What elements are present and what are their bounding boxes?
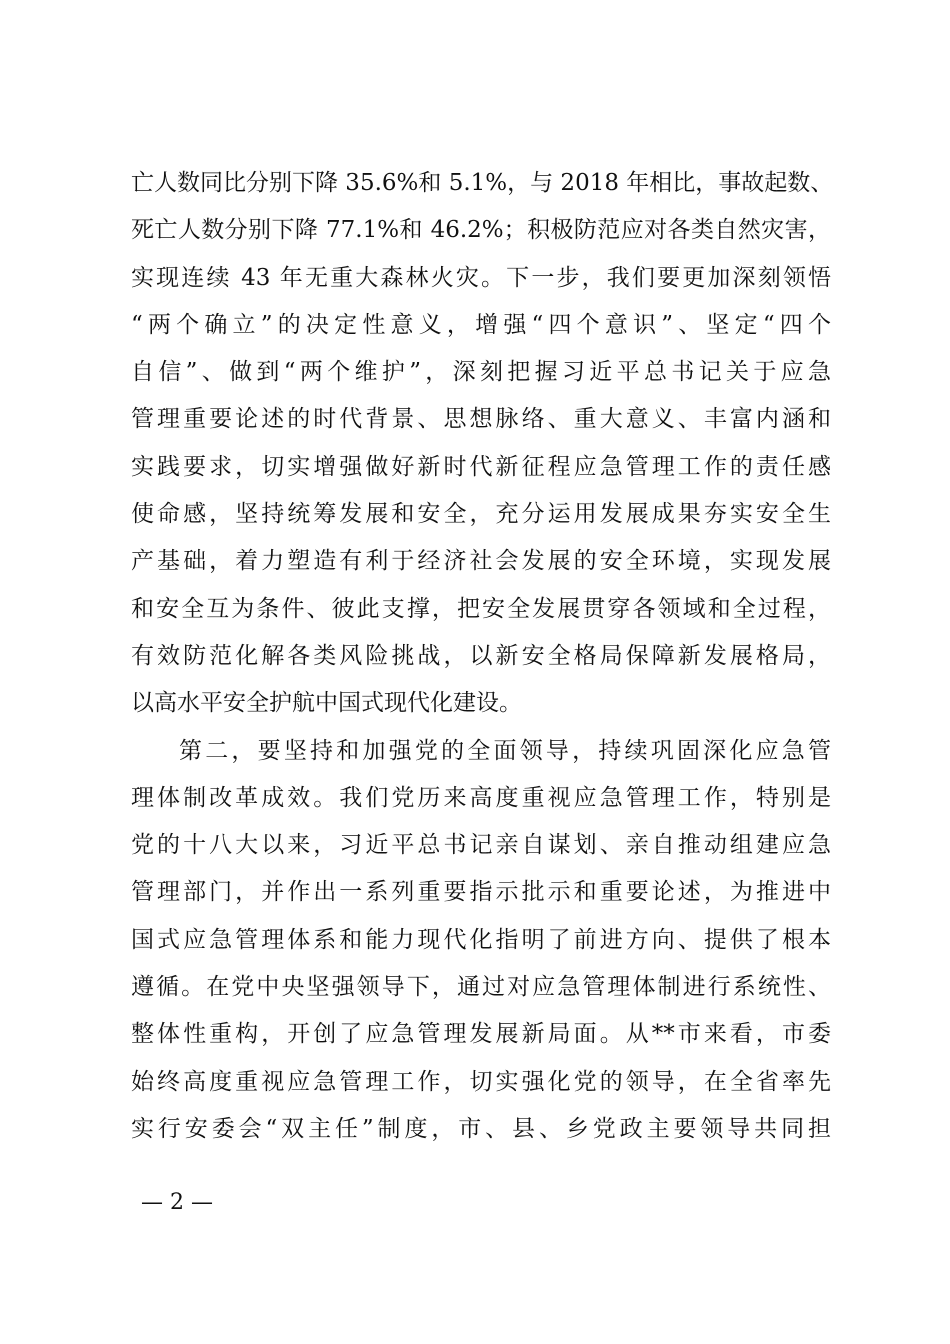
text-line: 产基础，着力塑造有利于经济社会发展的安全环境，实现发展 <box>131 548 831 575</box>
page-number: — 2 — <box>141 1190 213 1215</box>
text-line: 实现连续 43 年无重大森林火灾。下一步，我们要更加深刻领悟 <box>131 264 831 291</box>
text-line: 理体制改革成效。我们党历来高度重视应急管理工作，特别是 <box>131 784 831 811</box>
paragraph-first-line: 第二，要坚持和加强党的全面领导，持续巩固深化应急管 <box>179 737 831 764</box>
text-line: 始终高度重视应急管理工作，切实强化党的领导，在全省率先 <box>131 1068 831 1095</box>
text-line: 遵循。在党中央坚强领导下，通过对应急管理体制进行系统性、 <box>131 974 831 1001</box>
text-line: 实践要求，切实增强做好新时代新征程应急管理工作的责任感 <box>131 453 831 480</box>
text-line: 自信”、做到“两个维护”，深刻把握习近平总书记关于应急 <box>131 359 831 386</box>
text-line: 实行安委会“双主任”制度，市、县、乡党政主要领导共同担 <box>131 1115 831 1142</box>
text-line: 管理部门，并作出一系列重要指示批示和重要论述，为推进中 <box>131 879 831 906</box>
text-line: 和安全互为条件、彼此支撑，把安全发展贯穿各领域和全过程， <box>131 595 831 622</box>
text-line: 管理重要论述的时代背景、思想脉络、重大意义、丰富内涵和 <box>131 406 831 433</box>
text-line: “两个确立”的决定性意义，增强“四个意识”、坚定“四个 <box>131 311 831 338</box>
body-text <box>131 160 834 1153</box>
text-line: 使命感，坚持统筹发展和安全，充分运用发展成果夯实安全生 <box>131 501 831 528</box>
text-line: 死亡人数分别下降 77.1%和 46.2%；积极防范应对各类自然灾害， <box>131 217 831 244</box>
text-line: 整体性重构，开创了应急管理发展新局面。从**市来看，市委 <box>131 1021 831 1048</box>
text-line: 亡人数同比分别下降 35.6%和 5.1%，与 2018 年相比，事故起数、 <box>131 170 834 196</box>
text-line: 以高水平安全护航中国式现代化建设。 <box>131 690 522 717</box>
text-line: 有效防范化解各类风险挑战，以新安全格局保障新发展格局， <box>131 642 831 669</box>
text-line: 国式应急管理体系和能力现代化指明了前进方向、提供了根本 <box>131 926 831 953</box>
text-line: 党的十八大以来，习近平总书记亲自谋划、亲自推动组建应急 <box>131 832 831 859</box>
